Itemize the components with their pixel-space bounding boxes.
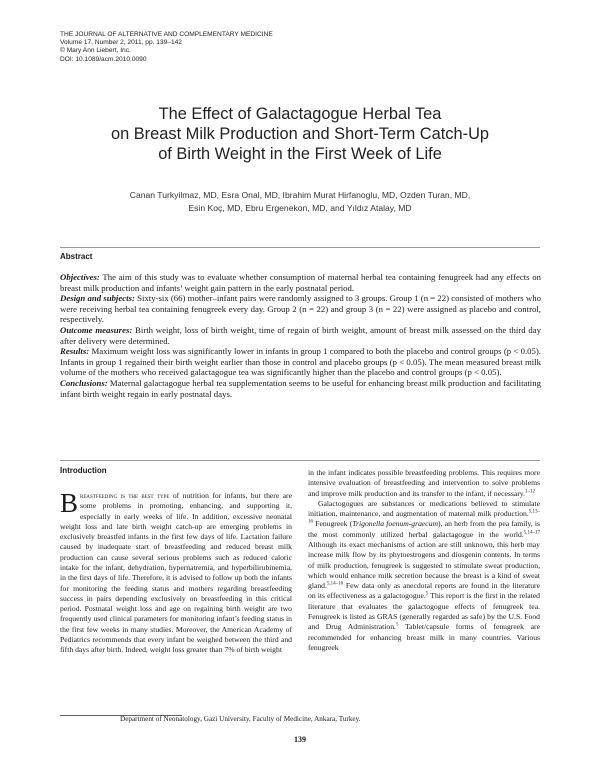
outcome-text: Birth weight, loss of birth weight, time of regain of birth weight, amount of breast milk assessed on the third day after delivery were determined.: [60, 324, 541, 346]
journal-header: [60, 31, 540, 64]
abstract-conclusions: [60, 378, 541, 399]
title-line-2: on Breast Milk Production and Short-Term Catch-Up: [110, 125, 490, 143]
citation-ref: 5,14–17: [523, 530, 540, 536]
authors-line-2: Esin Koç, MD, Ebru Ergenekon, MD, and Yıldız Atalay, MD: [188, 203, 412, 213]
col2-text-2c: ), an herb from the pea family, is the most commonly utilized herbal galactagogue in the world.: [308, 519, 540, 539]
title-line-1: The Effect of Galactagogue Herbal Tea: [158, 105, 442, 123]
abstract-objectives: [60, 272, 541, 293]
objectives-text: The aim of this study was to evaluate whether consumption of maternal herbal tea containing fenugreek had any effects on breast milk production and infants’ weight gain pattern in the early postnatal period.: [60, 272, 541, 293]
title-line-3: of Birth Weight in the First Week of Life: [158, 145, 442, 163]
outcome-label: Outcome measures:: [60, 324, 133, 335]
journal-volume: Volume 17, Number 2, 2011, pp. 139–142: [60, 39, 182, 47]
citation-ref: 5,13–16: [308, 509, 540, 525]
page-number: 139: [294, 735, 306, 744]
introduction-heading: Introduction: [60, 466, 107, 475]
affiliation-footnote: Department of Neonatology, Gazi University, Faculty of Medicine, Ankara, Turkey.: [120, 715, 361, 723]
journal-doi: DOI: 10.1089/acm.2010.0090: [60, 55, 147, 63]
abstract-results: [60, 346, 541, 378]
citation-ref: 1–12: [525, 489, 535, 495]
results-label: Results:: [60, 346, 90, 357]
column-left: [60, 488, 292, 656]
authors-line-1: Canan Turkyilmaz, MD, Esra Onal, MD, Ibrahim Murat Hirfanoglu, MD, Ozden Turan, MD,: [129, 190, 471, 200]
col2-text-2g: Tablet/capsule forms of fenugreek are recommended for enhancing breast milk in many countries. Various fenugreek: [308, 622, 540, 652]
col2-text-2d: Although its exact mechanisms of action are still unknown, this herb may increase milk flow by its phytoestrogens and diosgenin contents. In terms of milk production, fenugreek is suggested to stimulate sweat production, which would enhance milk secretion because the breast is a kind of sweat gland.: [308, 539, 540, 591]
journal-copyright: © Mary Ann Liebert, Inc.: [60, 47, 131, 55]
col2-text-2e: Few data only as anecdotal reports are found in the literature on its effectiveness as a galactogogue.: [308, 581, 540, 601]
conclusions-label: Conclusions:: [60, 377, 108, 388]
col2-text-2f: This report is the first in the related literature that evaluates the galactogogue effects of fenugreek tea. Fenugreek is listed as GRAS (generally regarded as safe) by the U.S. Food and Drug Administration.: [308, 591, 540, 632]
article-title: [60, 104, 540, 164]
col2-text-2a: Galactogogues are substances or medications believed to stimulate initiation, maintenance, and augmentation of maternal milk production.: [308, 498, 540, 519]
abstract-body: [60, 272, 541, 399]
design-text: Sixty-six (66) mother–infant pairs were randomly assigned to 3 groups. Group 1 (n = 22) consisted of mothers who were receiving herbal tea containing fenugreek every day. Group 2 (n = 22) and group 3 (n = 22) were assigned as placebo and control, respectively.: [60, 293, 541, 325]
lead-in-smallcaps: reastfeeding is the best type: [80, 491, 170, 500]
col2-text-1: in the infant indicates possible breastfeeding problems. This requires more intensive evaluation of breastfeeding and intervention to solve problems and improve milk production and its transfer to the infant, if necessary.: [308, 468, 540, 498]
results-text: Maximum weight loss was significantly lower in infants in group 1 compared to both the placebo and control groups (p < 0.05). Infants in group 1 regained their birth weight earlier than those in control and placebo groups (p < 0.05). The mean measured breast milk volume of the mothers who received galactagogue tea was significantly higher than the placebo and control groups (p < 0.05).: [60, 346, 541, 378]
divider: [60, 247, 540, 248]
abstract-heading: Abstract: [60, 252, 93, 261]
journal-name: THE JOURNAL OF ALTERNATIVE AND COMPLEMENTARY MEDICINE: [60, 31, 273, 38]
design-label: Design and subjects:: [60, 293, 135, 304]
citation-ref: 5,14–16: [326, 581, 344, 587]
col2-paragraph-2: [308, 499, 540, 653]
author-list: [60, 189, 540, 215]
citation-ref: 5: [425, 591, 429, 597]
drop-cap: B: [60, 488, 79, 518]
species-name: Trigonella foenum-graecum: [352, 519, 439, 529]
intro-paragraph: [60, 488, 292, 656]
abstract-outcome: [60, 325, 541, 346]
objectives-label: Objectives:: [60, 272, 100, 282]
divider: [60, 460, 540, 461]
citation-ref: 5: [395, 622, 399, 628]
abstract-design: [60, 293, 541, 325]
col2-paragraph-1: [308, 468, 540, 499]
intro-text: of nutrition for infants, but there are some problems in promoting, enhancing, and supporting it, especially in early weeks of life. In addition, excessive neonatal weight loss and late birth weight catch-up are emerging problems in exclusively breastfed infants in the first few days of life. Lactation failure caused by inadequate start of breastfeeding and reduced breast milk production can cause several serious problems such as reduced caloric intake for the infant, dehydration, hypernatremia, and hyperbilirubinemia, in the first days of life. Therefore, it is advised to follow up both the infants for monitoring the feeding status and mothers regarding breastfeeding success in pairs depending exclusively on breastfeeding in this critical period. Postnatal weight loss and age on regaining birth weight are two frequently used clinical parameters for monitoring infant’s feeding status in the first few weeks in many studies. Moreover, the American Academy of Pediatrics recommends that every infant be weighed between the third and fifth days after birth. Indeed, weight loss greater than 7% of birth weight: [60, 491, 292, 655]
col2-text-2b: Fenugreek (: [313, 519, 353, 529]
conclusions-text: Maternal galactagogue herbal tea supplementation seems to be useful for enhancing breast milk production and facilitating infant birth weight regain in early postnatal days.: [60, 377, 541, 399]
column-right: [308, 468, 540, 653]
